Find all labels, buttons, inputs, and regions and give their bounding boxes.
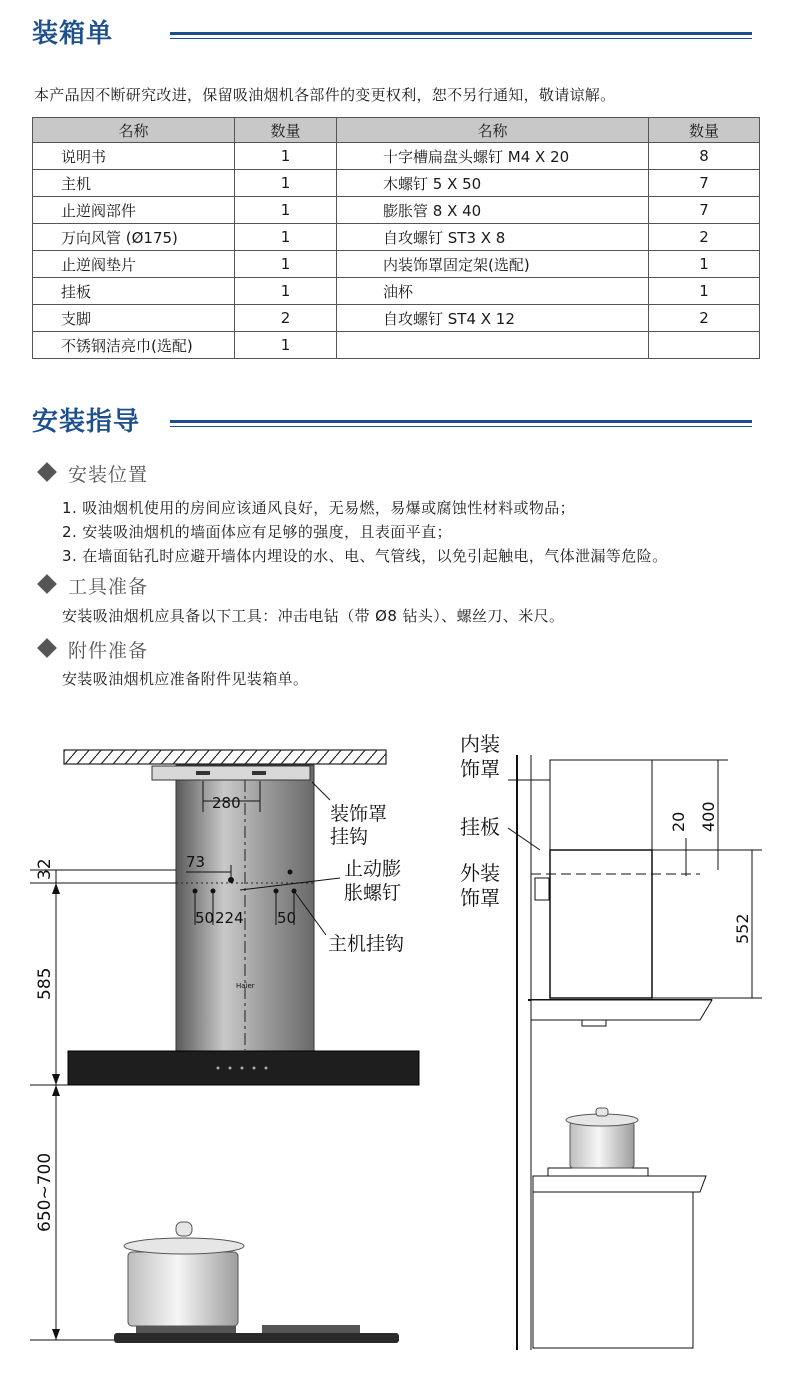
pot-lid (124, 1238, 244, 1254)
item-qty: 2 (649, 305, 760, 332)
stove-top (114, 1333, 399, 1343)
item-name: 止逆阀垫片 (33, 251, 235, 278)
item-name: 说明书 (33, 143, 235, 170)
item-name: 支脚 (33, 305, 235, 332)
dim-height-label: 650~700 (35, 1152, 55, 1232)
screw-hole (288, 870, 293, 875)
dim-400-label: 400 (699, 801, 718, 832)
position-item: 2. 安装吸油烟机的墙面体应有足够的强度，且表面平直； (62, 523, 452, 541)
inner-cover (550, 760, 652, 850)
item-qty: 1 (235, 143, 337, 170)
item-qty: 1 (235, 197, 337, 224)
burner (262, 1325, 360, 1333)
arrow-icon (52, 1329, 60, 1340)
column-header: 数量 (649, 118, 760, 143)
cover-hook-label-2: 挂钩 (330, 826, 369, 848)
hang-plate-label: 挂板 (460, 815, 500, 839)
bracket-hook-left (196, 771, 210, 775)
dim-552-label: 552 (733, 913, 752, 944)
brand-logo: Haier (236, 982, 255, 990)
leader-line (312, 782, 330, 800)
column-header: 名称 (337, 118, 649, 143)
item-qty: 7 (649, 197, 760, 224)
item-qty: 2 (235, 305, 337, 332)
dim-73-label: 73 (186, 853, 206, 871)
pot-knob-side (596, 1108, 608, 1116)
item-qty: 8 (649, 143, 760, 170)
column-header: 名称 (33, 118, 235, 143)
item-name: 木螺钉 5 X 50 (337, 170, 649, 197)
inner-cover-label-1: 内装 (460, 732, 500, 756)
column-header: 数量 (235, 118, 337, 143)
change-notice: 本产品因不断研究改进，保留吸油烟机各部件的变更权利，恕不另行通知，敬请谅解。 (34, 86, 616, 104)
position-subtitle: 安装位置 (36, 460, 148, 487)
cabinet (533, 1192, 693, 1348)
arrow-icon (52, 1085, 60, 1096)
burner-side (548, 1168, 648, 1176)
outer-cover-label-2: 饰罩 (460, 886, 500, 910)
arrow-icon (52, 1074, 60, 1085)
outer-cover-label-1: 外装 (460, 861, 500, 885)
pot-knob (176, 1222, 192, 1236)
dim-32-label: 32 (35, 858, 55, 880)
item-qty: 1 (235, 224, 337, 251)
hang-plate (535, 878, 549, 900)
leader-line (508, 828, 540, 850)
dim-585-label: 585 (35, 967, 55, 1000)
item-qty: 1 (235, 251, 337, 278)
item-name: 油杯 (337, 278, 649, 305)
main-hook-label: 主机挂钩 (328, 933, 405, 955)
item-name: 内装饰罩固定架(选配) (337, 251, 649, 278)
counter-top (533, 1176, 706, 1192)
item-name: 自攻螺钉 ST3 X 8 (337, 224, 649, 251)
front-view (30, 750, 419, 1343)
ceiling-hatch (64, 750, 386, 764)
control-button-icon (241, 1067, 244, 1070)
cooking-pot (128, 1252, 238, 1326)
item-qty: 1 (235, 278, 337, 305)
hood-body-side (531, 1000, 712, 1020)
dim-20-label: 20 (669, 811, 688, 832)
item-qty: 1 (235, 332, 337, 359)
tools-text: 安装吸油烟机应具备以下工具：冲击电钻（带 Ø8 钻头）、螺丝刀、米尺。 (62, 607, 565, 625)
cover-hook-label-1: 装饰罩 (330, 803, 388, 825)
item-name: 万向风管 (Ø175) (33, 224, 235, 251)
item-name: 不锈钢洁亮巾(选配) (33, 332, 235, 359)
item-qty: 1 (649, 278, 760, 305)
screw-label-1: 止动膨 (344, 858, 402, 880)
control-button-icon (253, 1067, 256, 1070)
item-name: 止逆阀部件 (33, 197, 235, 224)
oil-cup (582, 1020, 606, 1026)
packing-title: 装箱单 (32, 19, 114, 49)
parts-text: 安装吸油烟机应准备附件见装箱单。 (62, 670, 309, 688)
position-item: 1. 吸油烟机使用的房间应该通风良好，无易燃，易爆或腐蚀性材料或物品； (62, 499, 576, 517)
inner-cover-label-2: 饰罩 (460, 757, 500, 781)
item-qty: 2 (649, 224, 760, 251)
control-button-icon (265, 1067, 268, 1070)
bracket-hook-right (252, 771, 266, 775)
parts-subtitle: 附件准备 (36, 636, 148, 663)
side-view (460, 732, 762, 1350)
control-button-icon (217, 1067, 220, 1070)
dim-224-label: 224 (215, 909, 244, 927)
control-button-icon (229, 1067, 232, 1070)
screw-label-2: 胀螺钉 (344, 882, 402, 904)
dim-50-right-label: 50 (277, 909, 297, 927)
dim-280-label: 280 (212, 794, 241, 812)
item-name: 挂板 (33, 278, 235, 305)
item-name: 自攻螺钉 ST4 X 12 (337, 305, 649, 332)
dim-50-left-label: 50 (195, 909, 215, 927)
cooking-pot-side (570, 1122, 634, 1168)
install-title: 安装指导 (32, 407, 141, 437)
tools-subtitle: 工具准备 (36, 572, 148, 599)
arrow-icon (52, 883, 60, 894)
item-qty: 1 (235, 170, 337, 197)
position-item: 3. 在墙面钻孔时应避开墙体内埋设的水、电、气管线，以免引起触电，气体泄漏等危险。 (62, 547, 668, 565)
item-name: 十字槽扁盘头螺钉 M4 X 20 (337, 143, 649, 170)
mount-bracket (152, 766, 310, 780)
item-name: 主机 (33, 170, 235, 197)
outer-cover (550, 850, 652, 998)
item-qty: 7 (649, 170, 760, 197)
item-name: 膨胀管 8 X 40 (337, 197, 649, 224)
item-qty: 1 (649, 251, 760, 278)
